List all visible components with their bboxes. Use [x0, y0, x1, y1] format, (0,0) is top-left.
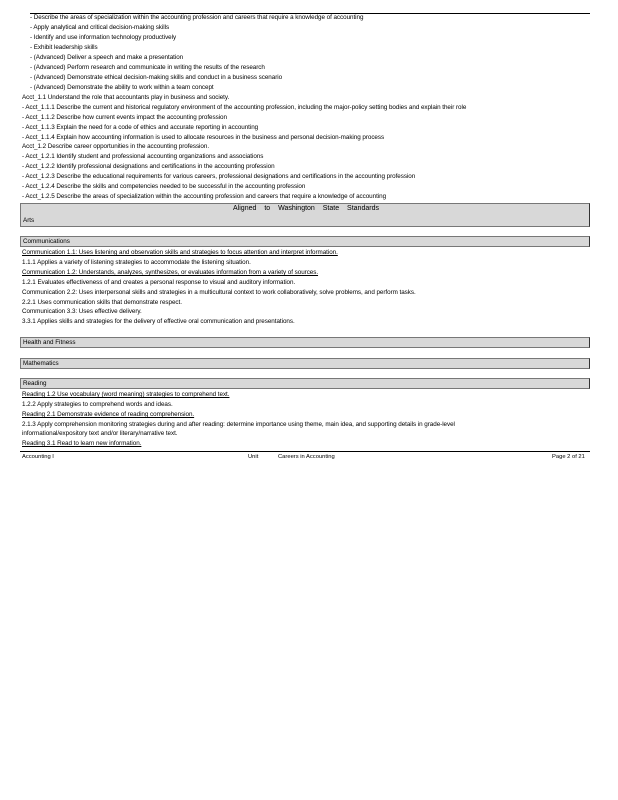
standard-heading: Reading 3.1 Read to learn new information. — [22, 440, 142, 447]
section-bar-reading — [20, 378, 590, 389]
section-label-arts: Arts — [23, 217, 35, 224]
footer-unit-name: Careers in Accounting — [278, 454, 335, 460]
list-item: - Apply analytical and critical decision-making skills — [30, 24, 170, 31]
list-item: - Describe the areas of specialization within the accounting profession and careers that require a knowledge of accounting — [30, 14, 364, 21]
standard-heading: Communication 3.3: Uses effective delivery. — [22, 308, 142, 315]
list-item: - Acct_1.2.3 Describe the educational requirements for various careers, professional designations and certifications in the accounting profession — [22, 173, 416, 180]
section-heading: Acct_1.1 Understand the role that accountants play in business and society. — [22, 94, 230, 101]
list-item: - (Advanced) Perform research and communicate in writing the results of the research — [30, 64, 265, 71]
standard-item: 1.2.2 Apply strategies to comprehend words and ideas. — [22, 401, 173, 408]
standards-title: Aligned to Washington State Standards — [233, 205, 379, 212]
section-label: Reading — [23, 380, 47, 387]
list-item: - Acct_1.2.1 Identify student and professional accounting organizations and associations — [22, 153, 264, 160]
standard-heading: Communication 2.2: Uses interpersonal skills and strategies in a multicultural context to work collaboratively, solve problems, and perform tasks. — [22, 289, 416, 296]
list-item: - (Advanced) Demonstrate the ability to work within a team concept — [30, 84, 214, 91]
standard-item: 1.2.1 Evaluates effectiveness of and creates a personal response to visual and auditory information. — [22, 279, 296, 286]
standard-heading: Reading 2.1 Demonstrate evidence of reading comprehension. — [22, 411, 195, 418]
footer-course: Accounting I — [22, 454, 54, 460]
section-bar-health — [20, 337, 590, 348]
standard-item: 3.3.1 Applies skills and strategies for the delivery of effective oral communication and presentations. — [22, 318, 295, 325]
list-item: - Acct_1.2.5 Describe the areas of specialization within the accounting profession and careers that require a knowledge of accounting — [22, 193, 387, 200]
standard-heading: Reading 1.2 Use vocabulary (word meaning) strategies to comprehend text. — [22, 391, 230, 398]
section-bar-mathematics — [20, 358, 590, 369]
standards-header — [20, 203, 590, 227]
standard-heading: Communication 1.2: Understands, analyzes, synthesizes, or evaluates information from a variety of sources. — [22, 269, 319, 276]
footer-unit-label: Unit — [248, 454, 259, 460]
list-item: - Acct_1.1.2 Describe how current events impact the accounting profession — [22, 114, 227, 121]
section-label: Health and Fitness — [23, 339, 76, 346]
footer-rule — [20, 451, 590, 452]
standard-item: 2.1.3 Apply comprehension monitoring strategies during and after reading: determine importance using theme, main idea, and supporting details in grade-level — [22, 421, 455, 428]
standard-item-continued: informational/expository text and/or literary/narrative text. — [22, 430, 178, 437]
standard-item: 2.2.1 Uses communication skills that demonstrate respect. — [22, 299, 182, 306]
list-item: - Acct_1.2.2 Identify professional designations and certifications in the accounting profession — [22, 163, 275, 170]
section-bar-communications — [20, 236, 590, 247]
list-item: - (Advanced) Demonstrate ethical decision-making skills and conduct in a business scenario — [30, 74, 283, 81]
section-heading: Acct_1.2 Describe career opportunities in the accounting profession. — [22, 143, 210, 150]
list-item: - Acct_1.1.4 Explain how accounting information is used to allocate resources in the business and personal decision-making process — [22, 134, 385, 141]
footer-page-number: Page 2 of 21 — [552, 454, 585, 460]
list-item: - Identify and use information technology productively — [30, 34, 177, 41]
standard-item: 1.1.1 Applies a variety of listening strategies to accommodate the listening situation. — [22, 259, 251, 266]
list-item: - Acct_1.2.4 Describe the skills and competencies needed to be successful in the accounting profession — [22, 183, 306, 190]
standard-heading: Communication 1.1: Uses listening and observation skills and strategies to focus attention and interpret information. — [22, 249, 338, 256]
list-item: - (Advanced) Deliver a speech and make a presentation — [30, 54, 184, 61]
list-item: - Acct_1.1.1 Describe the current and historical regulatory environment of the accounting profession, including the major-policy setting bodies and explain their role — [22, 104, 467, 111]
list-item: - Acct_1.1.3 Explain the need for a code of ethics and accurate reporting in accounting — [22, 124, 259, 131]
section-label: Mathematics — [23, 360, 59, 367]
list-item: - Exhibit leadership skills — [30, 44, 98, 51]
section-label: Communications — [23, 238, 70, 245]
